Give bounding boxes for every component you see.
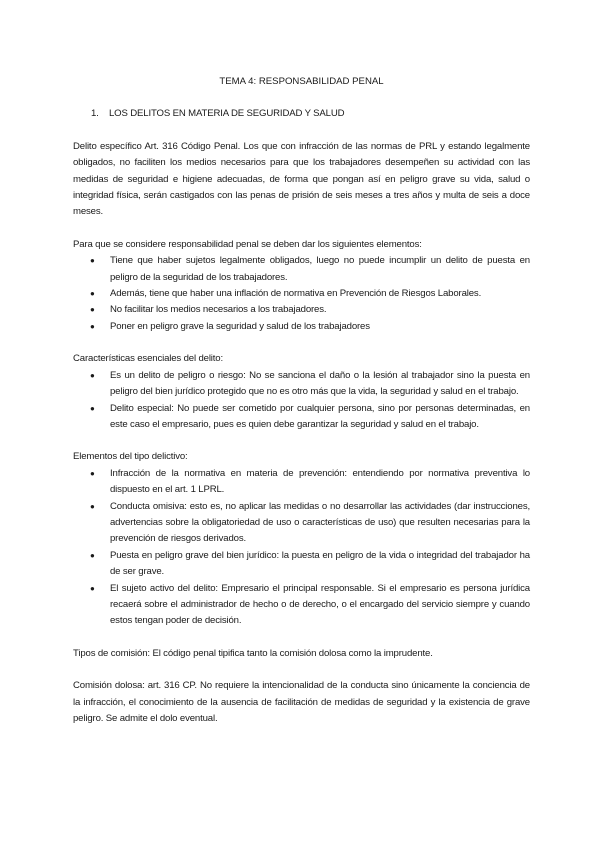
elements-list — [73, 253, 530, 335]
commission-types-paragraph: Tipos de comisión: El código penal tipifica tanto la comisión dolosa como la imprudente. — [73, 647, 433, 659]
bullet-icon: ● — [90, 468, 95, 478]
bullet-icon: ● — [90, 305, 95, 315]
section-label: LOS DELITOS EN MATERIA DE SEGURIDAD Y SALUD — [109, 108, 345, 120]
list-item: ● Tiene que haber sujetos legalmente obligados, luego no puede incumplir un delito de puesta en peligro de la seguridad de los trabajadores. — [90, 255, 530, 283]
elements-lead: Para que se considere responsabilidad penal se deben dar los siguientes elementos: — [73, 238, 422, 250]
bullet-icon: ● — [90, 583, 95, 593]
characteristics-lead: Características esenciales del delito: — [73, 353, 224, 365]
list-item: ● Infracción de la normativa en materia de prevención: entendiendo por normativa preventiva lo dispuesto en el art. 1 LPRL. — [90, 467, 530, 496]
list-item: ● Además, tiene que haber una inflación de normativa en Prevención de Riesgos Laborales. — [73, 286, 530, 302]
section-heading — [73, 106, 530, 122]
bullet-icon: ● — [90, 256, 95, 266]
type-elements-list — [73, 466, 530, 630]
type-elements-lead: Elementos del tipo delictivo: — [73, 451, 188, 463]
bullet-icon: ● — [90, 550, 95, 560]
list-item: ● Conducta omisiva: esto es, no aplicar las medidas o no desarrollar las actividades (dar instrucciones, advertencias sobre la obligatoriedad de uso o características de uso) que resulten necesarias para la prevención de riesgos derivados. — [90, 500, 530, 545]
list-item: ● Puesta en peligro grave del bien jurídico: la puesta en peligro de la vida o integridad del trabajador ha de ser grave. — [90, 549, 530, 578]
bullet-icon: ● — [90, 370, 95, 380]
intro-paragraph: Delito específico Art. 316 Código Penal. Los que con infracción de las normas de PRL y estando legalmente obligados, no faciliten los medios necesarios para que los trabajadores desempeñen su actividad con las medidas de seguridad e higiene adecuadas, de forma que pongan así en peligro grave su vida, salud o integridad física, serán castigados con las penas de prisión de seis meses a tres años y multa de seis a doce meses. — [73, 140, 530, 218]
list-item: ● Delito especial: No puede ser cometido por cualquier persona, sino por personas determinadas, en este caso el empresario, pues es quien debe garantizar la seguridad y salud en el trabajo. — [90, 402, 530, 430]
section-number: 1. — [91, 108, 99, 120]
document-title: TEMA 4: RESPONSABILIDAD PENAL — [219, 76, 384, 87]
list-item: ● El sujeto activo del delito: Empresario el principal responsable. Si el empresario es persona jurídica recaerá sobre el administrador de hecho o de derecho, o el encargado del servicio siempre y cuando estos tengan poder de decisión. — [90, 582, 530, 627]
bullet-icon: ● — [90, 403, 95, 413]
list-item: ● Es un delito de peligro o riesgo: No se sanciona el daño o la lesión al trabajador sino la puesta en peligro del bien jurídico protegido que no es otro más que la vida, la seguridad y salud en el trabajo. — [90, 369, 530, 398]
characteristics-list — [73, 368, 530, 434]
dolosa-paragraph: Comisión dolosa: art. 316 CP. No requiere la intencionalidad de la conducta sino únicamente la conciencia de la infracción, el conocimiento de la ausencia de facilitación de medidas de seguridad y la existencia de grave peligro. Se admite el dolo eventual. — [73, 680, 530, 724]
bullet-icon: ● — [90, 321, 95, 331]
list-item: ● No facilitar los medios necesarios a los trabajadores. — [73, 302, 530, 318]
bullet-icon: ● — [90, 289, 95, 299]
bullet-icon: ● — [90, 501, 95, 511]
list-item: ● Poner en peligro grave la seguridad y salud de los trabajadores — [73, 319, 530, 335]
